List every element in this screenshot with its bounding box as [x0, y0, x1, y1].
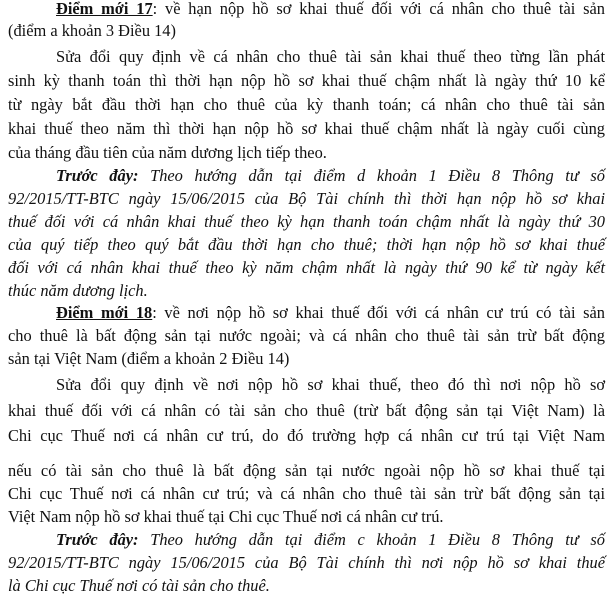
section-17-heading-label: Điểm mới 17: [56, 0, 153, 18]
section-18-body-line: nếu có tài sản cho thuê là bất động sản tại nước ngoài nộp hồ sơ khai thuế tại: [8, 461, 605, 480]
section-17-body-line: của tháng đầu tiên của năm dương lịch tiếp theo.: [8, 143, 327, 162]
section-18-heading-label: Điểm mới 18: [56, 303, 153, 322]
section-18-heading-line-1: [56, 302, 605, 324]
section-17-body-line: khai thuế theo năm thì thời hạn nộp hồ sơ khai thuế chậm nhất là ngày cuối cùng: [8, 119, 605, 138]
section-18-heading-text: : về nơi nộp hồ sơ khai thuế đối với cá nhân cư trú có tài sản: [152, 303, 605, 322]
section-17-body-line: sinh kỳ thanh toán thì thời hạn nộp hồ sơ khai thuế chậm nhất là ngày thứ 10 kể: [8, 71, 605, 90]
section-18-body-line: Chi cục Thuế nơi cá nhân cư trú, do đó trường hợp cá nhân cư trú tại Việt Nam: [8, 426, 605, 445]
section-17-body-line: từ ngày bắt đầu thời hạn cho thuê của kỳ thanh toán; cá nhân cho thuê tài sản: [8, 95, 605, 114]
section-18-heading-line: sản tại Việt Nam (điểm a khoản 2 Điều 14): [8, 349, 290, 368]
section-18-before-label: Trước đây:: [56, 530, 139, 549]
section-17-before-line: của quý tiếp theo quý bắt đầu thời hạn cho thuê; thời hạn nộp hồ sơ khai thuế: [8, 235, 605, 254]
section-18-heading-line: cho thuê là bất động sản tại nước ngoài; và cá nhân cho thuê tài sản trừ bất động: [8, 326, 605, 345]
section-17-heading-line-2: (điểm a khoản 3 Điều 14): [8, 21, 176, 40]
section-18-body-line: Chi cục Thuế nơi cá nhân cư trú; và cá nhân cho thuê tài sản trừ bất động sản tại: [8, 484, 605, 503]
section-18-before-text: Theo hướng dẫn tại điểm c khoản 1 Điều 8 Thông tư số: [138, 530, 605, 549]
section-17-before-text: Theo hướng dẫn tại điểm d khoản 1 Điều 8 Thông tư số: [138, 166, 605, 185]
section-18-body-line: Sửa đổi quy định về nơi nộp hồ sơ khai thuế, theo đó thì nơi nộp hồ sơ: [56, 375, 605, 394]
section-17-body-line: Sửa đổi quy định về cá nhân cho thuê tài sản khai thuế theo từng lần phát: [56, 47, 605, 66]
section-17-heading-text: : về hạn nộp hồ sơ khai thuế đối với cá nhân cho thuê tài sản: [152, 0, 605, 18]
section-18-before-line: 92/2015/TT-BTC ngày 15/06/2015 của Bộ Tài chính thì nơi nộp hồ sơ khai thuế: [8, 553, 605, 572]
section-17-before-line-1: [56, 165, 605, 187]
section-17-before-line: đối với cá nhân khai thuế theo kỳ năm chậm nhất là ngày thứ 90 kể từ ngày kết: [8, 258, 605, 277]
section-18-before-line-1: [56, 529, 605, 551]
section-18-body-line: khai thuế đối với cá nhân có tài sản cho thuê (trừ bất động sản tại Việt Nam) là: [8, 401, 605, 420]
section-18-before-line: là Chi cục Thuế nơi có tài sản cho thuê.: [8, 576, 270, 595]
section-17-before-line: 92/2015/TT-BTC ngày 15/06/2015 của Bộ Tài chính thì thời hạn nộp hồ sơ khai: [8, 189, 605, 208]
section-17-before-line: thúc năm dương lịch.: [8, 281, 148, 300]
section-17-before-label: Trước đây:: [56, 166, 139, 185]
section-17-before-line: thuế đối với cá nhân khai thuế theo kỳ hạn thanh toán chậm nhất là ngày thứ 30: [8, 212, 605, 231]
section-18-body-line: Việt Nam nộp hồ sơ khai thuế tại Chi cục Thuế nơi cá nhân cư trú.: [8, 507, 444, 526]
section-17-heading-line-1: [56, 0, 605, 20]
